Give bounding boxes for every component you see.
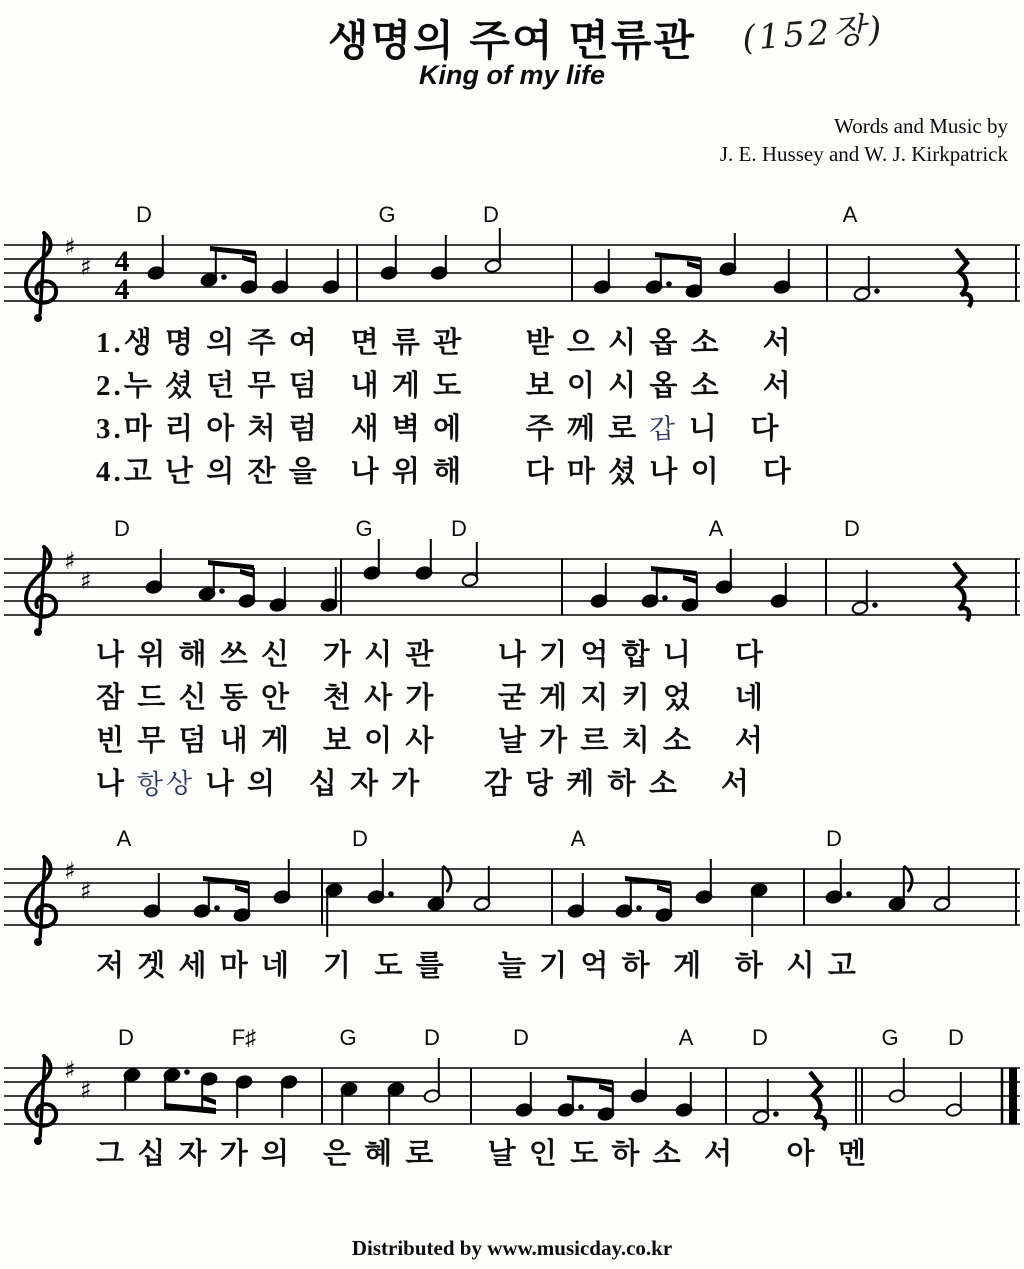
credits-line2: J. E. Hussey and W. J. Kirkpatrick xyxy=(719,142,1008,166)
lyric-text: 잠 드 신 동 안 천 사 가 굳 게 지 키 었 네 xyxy=(96,682,766,714)
sharp-icon: ♯ xyxy=(80,253,92,281)
lyric-text: 나 위 해 쓰 신 가 시 관 나 기 억 합 니 다 xyxy=(96,639,766,671)
chord-symbol: G xyxy=(339,1025,357,1050)
staff-notation xyxy=(4,849,1020,950)
chord-symbol: D xyxy=(136,202,152,227)
lyric-text: 4.고 난 의 잔 을 나 위 해 다 마 셨 나 이 다 xyxy=(96,456,794,488)
lyric-line xyxy=(96,634,996,677)
lyric-text: 그 십 자 가 의 은 혜 로 날 인 도 하 소 서 아 멘 xyxy=(96,1138,869,1170)
song-subtitle-english: King of my life xyxy=(418,60,605,90)
chord-symbol: A xyxy=(116,826,132,851)
lyric-text: 빈 무 덤 내 게 보 이 사 날 가 르 치 소 서 xyxy=(96,725,766,757)
staff-system-2 xyxy=(4,514,1020,640)
sharp-icon: ♯ xyxy=(80,567,92,595)
lyric-line xyxy=(96,720,996,763)
chord-symbol: G xyxy=(881,1025,899,1050)
lyric-line xyxy=(96,677,996,720)
time-signature: 4 xyxy=(114,273,130,306)
handwritten-correction: 갑 xyxy=(648,413,679,445)
chord-symbol: D xyxy=(451,516,467,541)
song-title: 생명의 주여 면류관 xyxy=(328,17,696,64)
staff-system-3 xyxy=(4,824,1020,950)
staff-notation xyxy=(4,225,1020,326)
sharp-icon: ♯ xyxy=(64,857,76,885)
lyric-line xyxy=(96,451,996,494)
chord-symbol: A xyxy=(570,826,586,851)
sharp-icon: ♯ xyxy=(64,233,76,261)
chord-symbol: G xyxy=(378,202,396,227)
handwritten-correction: 항상 xyxy=(136,767,196,801)
chord-symbol: G xyxy=(355,516,373,541)
lyric-text: 나 xyxy=(96,768,138,800)
lyric-line xyxy=(96,365,996,408)
chord-symbol: A xyxy=(842,202,858,227)
chord-symbol: F♯ xyxy=(231,1025,257,1050)
lyric-text: 3.마 리 아 처 럼 새 벽 에 주 께 로 xyxy=(96,413,650,445)
lyrics-line-part3 xyxy=(96,945,996,988)
sharp-icon: ♯ xyxy=(64,1056,76,1084)
chord-symbol: D xyxy=(948,1025,964,1050)
chord-symbol: D xyxy=(352,826,368,851)
staff-notation xyxy=(4,539,1020,640)
distributor-footer: Distributed by www.musicday.co.kr xyxy=(351,1236,673,1260)
lyric-line xyxy=(96,322,996,365)
staff-system-4 xyxy=(4,1023,1020,1149)
chord-symbol: A xyxy=(708,516,724,541)
treble-clef-icon xyxy=(34,314,42,322)
lyric-line xyxy=(96,1133,996,1176)
credits-line1: Words and Music by xyxy=(834,114,1008,138)
lyrics-verses-part2 xyxy=(96,634,996,806)
treble-clef-icon xyxy=(34,938,42,946)
time-signature: 4 xyxy=(114,245,130,278)
treble-clef-icon xyxy=(34,1137,42,1145)
lyric-line xyxy=(96,945,996,988)
lyrics-verses-part1 xyxy=(96,322,996,494)
sharp-icon: ♯ xyxy=(64,547,76,575)
chord-symbol: D xyxy=(114,516,130,541)
sharp-icon: ♯ xyxy=(80,877,92,905)
chord-symbol: A xyxy=(678,1025,694,1050)
chord-symbol: D xyxy=(826,826,842,851)
treble-clef-icon xyxy=(34,628,42,636)
credits xyxy=(720,112,1008,168)
lyric-text: 니 다 xyxy=(678,413,782,445)
lyric-text: 2.누 셨 던 무 덤 내 게 도 보 이 시 옵 소 서 xyxy=(96,370,794,402)
chord-symbol: D xyxy=(118,1025,134,1050)
handwritten-hymn-number: (152장) xyxy=(741,9,886,59)
lyric-text: 저 겟 세 마 네 기 도 를 늘 기 억 하 게 하 시 고 xyxy=(96,950,859,982)
lyrics-line-part4 xyxy=(96,1133,996,1176)
chord-symbol: D xyxy=(752,1025,768,1050)
lyric-text: 1.생 명 의 주 여 면 류 관 받 으 시 옵 소 서 xyxy=(96,327,794,359)
chord-symbol: D xyxy=(483,202,499,227)
lyric-text: 나 의 십 자 가 감 당 케 하 소 서 xyxy=(195,768,752,800)
lyric-line xyxy=(96,763,996,806)
lyric-line xyxy=(96,408,996,451)
chord-symbol: D xyxy=(424,1025,440,1050)
staff-system-1 xyxy=(4,200,1020,326)
chord-symbol: D xyxy=(513,1025,529,1050)
sharp-icon: ♯ xyxy=(80,1076,92,1104)
chord-symbol: D xyxy=(844,516,860,541)
